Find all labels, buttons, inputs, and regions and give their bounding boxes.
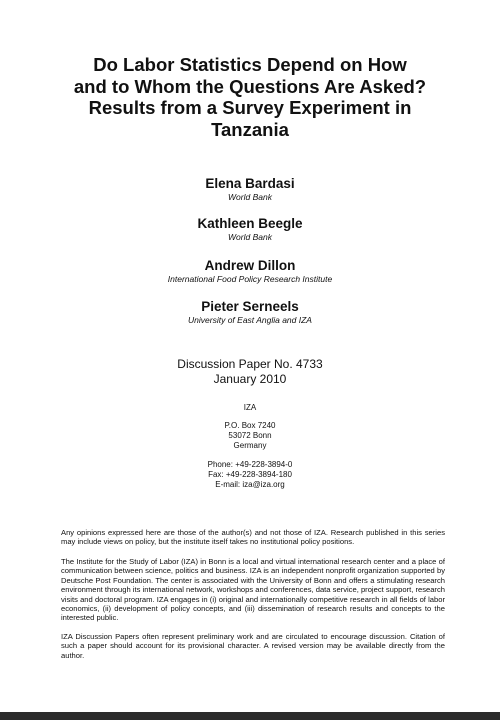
discussion-paper-number: Discussion Paper No. 4733 [177,357,323,371]
discussion-paper-note-paragraph: IZA Discussion Papers often represent preliminary work and are circulated to encourage discussion. Citation of such a paper should account for its provisional character. A revised version may be available directly from the author. [61,632,445,660]
publisher-name: IZA [243,403,257,412]
author-name: Elena Bardasi [205,176,295,191]
fax-text: Fax: +49-228-3894-180 [208,470,292,479]
author-affiliation: World Bank [228,192,272,202]
phone-text: Phone: +49-228-3894-0 [207,460,293,469]
paper-title [40,54,460,140]
author-4 [60,299,440,326]
email-text: E-mail: iza@iza.org [215,480,285,489]
author-name: Pieter Serneels [201,299,299,314]
author-affiliation: World Bank [228,232,272,242]
title-line-1: Do Labor Statistics Depend on How [93,54,407,75]
author-3 [60,258,440,285]
author-name: Andrew Dillon [204,258,296,273]
title-line-2: and to Whom the Questions Are Asked? [73,75,427,97]
disclaimer-paragraph: Any opinions expressed here are those of the author(s) and not those of IZA. Research published in this series may include views on policy, but the institute itself takes no institutional policy positions. [61,528,445,547]
series-info [100,357,400,386]
author-affiliation: University of East Anglia and IZA [188,315,312,325]
author-name: Kathleen Beegle [197,216,303,231]
publisher-address [150,421,350,451]
address-line: P.O. Box 7240 [224,421,276,430]
institute-description-paragraph: The Institute for the Study of Labor (IZA) in Bonn is a local and virtual international research center and a place of communication between science, politics and business. IZA is an independent nonprofit organization supported by Deutsche Post Foundation. The center is associated with the University of Bonn and offers a stimulating research environment through its international network, workshops and conferences, data service, project support, research visits and doctoral program. IZA engages in (i) original and internationally competitive research in all fields of labor economics, (ii) development of policy concepts, and (iii) dissemination of research results and concepts to the interested public. [61,557,445,623]
author-2 [60,216,440,243]
address-line: Germany [233,441,267,450]
publication-date: January 2010 [213,371,287,386]
author-affiliation: International Food Policy Research Institute [167,274,333,284]
title-line-3: Results from a Survey Experiment in [88,97,412,118]
publisher-contact [150,460,350,490]
title-line-4: Tanzania [211,118,289,140]
author-1 [60,176,440,203]
address-line: 53072 Bonn [228,431,272,440]
viewer-bottom-bar [0,712,500,720]
